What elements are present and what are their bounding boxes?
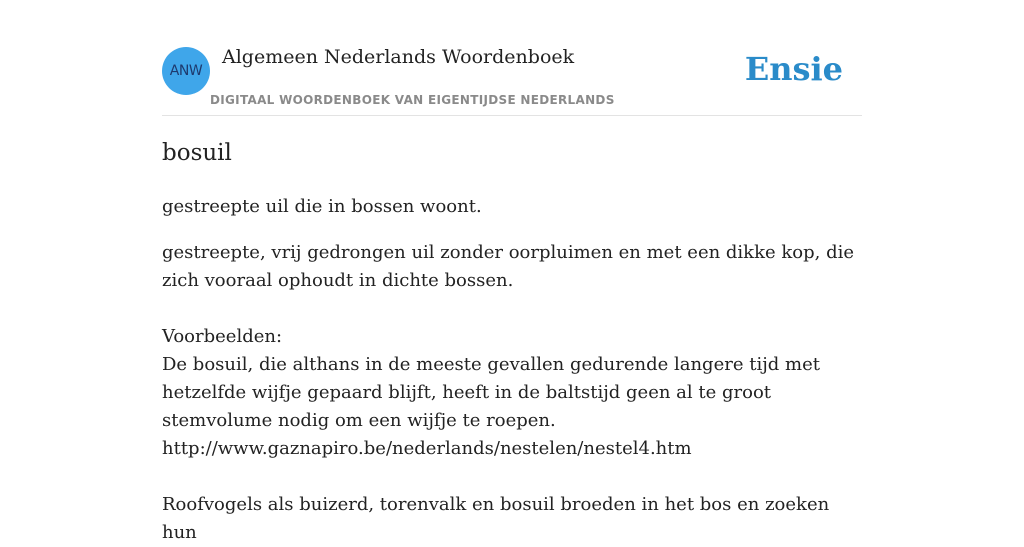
page-content bbox=[162, 0, 862, 543]
spacer bbox=[162, 463, 868, 491]
anw-logo[interactable] bbox=[162, 47, 210, 95]
example-1: De bosuil, die althans in de meeste gevallen gedurende langere tijd met hetzelfde wijfje gepaard blijft, heeft in de baltstijd geen al te groot stemvolume nodig om een wijfje te roepen. bbox=[162, 354, 820, 431]
example-2: Roofvogels als buizerd, torenvalk en bosuil broeden in het bos en zoeken hun bbox=[162, 494, 830, 543]
example-1-source: http://www.gaznapiro.be/nederlands/nestelen/nestel4.htm bbox=[162, 438, 692, 459]
ensie-brand-link[interactable]: Ensie bbox=[744, 50, 843, 88]
long-definition-block bbox=[162, 239, 868, 547]
short-definition: gestreepte uil die in bossen woont. bbox=[162, 196, 482, 217]
logo-text: ANW bbox=[169, 63, 203, 79]
site-header bbox=[162, 0, 862, 116]
site-title[interactable]: Algemeen Nederlands Woordenboek bbox=[222, 46, 575, 68]
long-definition: gestreepte, vrij gedrongen uil zonder oorpluimen en met een dikke kop, die zich vooraal ophoudt in dichte bossen. bbox=[162, 242, 855, 291]
site-subtitle: DIGITAAL WOORDENBOEK VAN EIGENTIJDSE NEDERLANDS bbox=[210, 93, 615, 107]
examples-label: Voorbeelden: bbox=[162, 326, 283, 347]
entry-headword: bosuil bbox=[162, 140, 232, 166]
spacer bbox=[162, 295, 868, 323]
